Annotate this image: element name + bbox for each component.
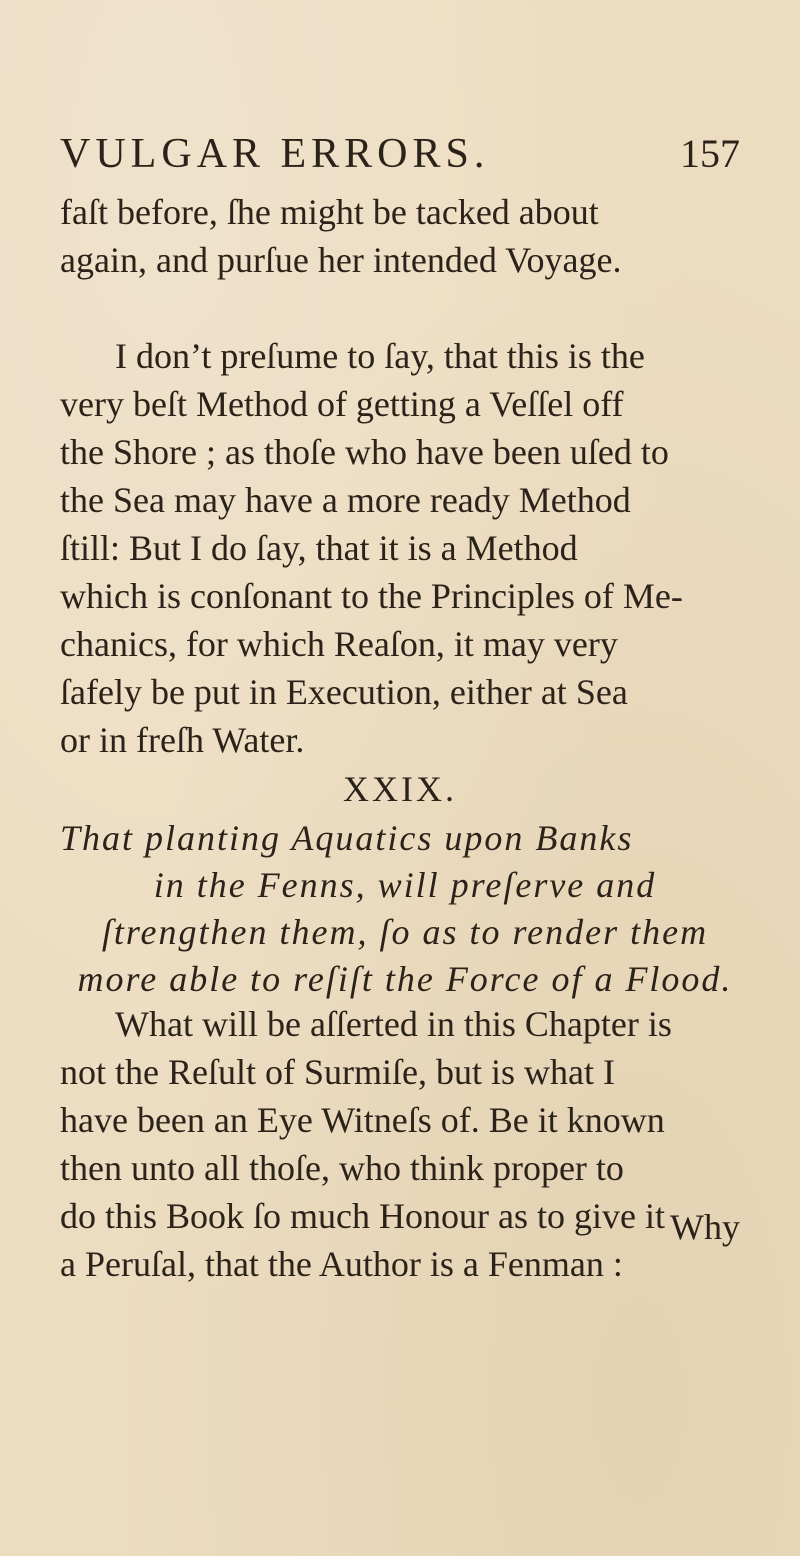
chapter-title-line: That planting Aquatics upon Banks [60,818,634,858]
chapter-title [60,815,750,1003]
chapter-title-line: more able to reſiſt the Force of a Flood. [77,959,733,999]
text-line: ſtill: But I do ſay, that it is a Method [60,528,578,568]
text-line: a Peruſal, that the Author is a Fenman : [60,1244,623,1284]
catchword: Why [670,1207,740,1247]
text-line: then unto all thoſe, who think proper to [60,1148,624,1188]
text-line: I don’t preſume to ſay, that this is the [115,336,645,376]
text-line: have been an Eye Witneſs of. Be it known [60,1100,665,1140]
text-line: again, and purſue her intended Voyage. [60,240,622,280]
chapter-title-line: in the Fenns, will preſerve and [153,865,657,905]
paragraph-method [60,332,750,764]
text-line: very beſt Method of getting a Veſſel off [60,384,624,424]
text-line: chanics, for which Reaſon, it may very [60,624,618,664]
text-line: do this Book ſo much Honour as to give it [60,1196,665,1236]
running-head [60,124,740,184]
page-number: 157 [680,131,740,176]
chapter-title-line: ſtrengthen them, ſo as to render them [101,912,709,952]
running-title: VULGAR ERRORS. [60,131,490,177]
text-line: ſafely be put in Execution, either at Sea [60,672,628,712]
paragraph-chapter-body [60,1000,750,1288]
chapter-number: XXIX. [343,769,457,809]
text-line: not the Reſult of Surmiſe, but is what I [60,1052,615,1092]
text-line: the Sea may have a more ready Method [60,480,631,520]
text-line: or in freſh Water. [60,720,305,760]
paragraph-continued [60,188,750,284]
text-line: What will be aſſerted in this Chapter is [115,1004,672,1044]
text-line: which is conſonant to the Principles of Me- [60,576,683,616]
text-line: faſt before, ſhe might be tacked about [60,192,599,232]
text-line: the Shore ; as thoſe who have been uſed to [60,432,669,472]
